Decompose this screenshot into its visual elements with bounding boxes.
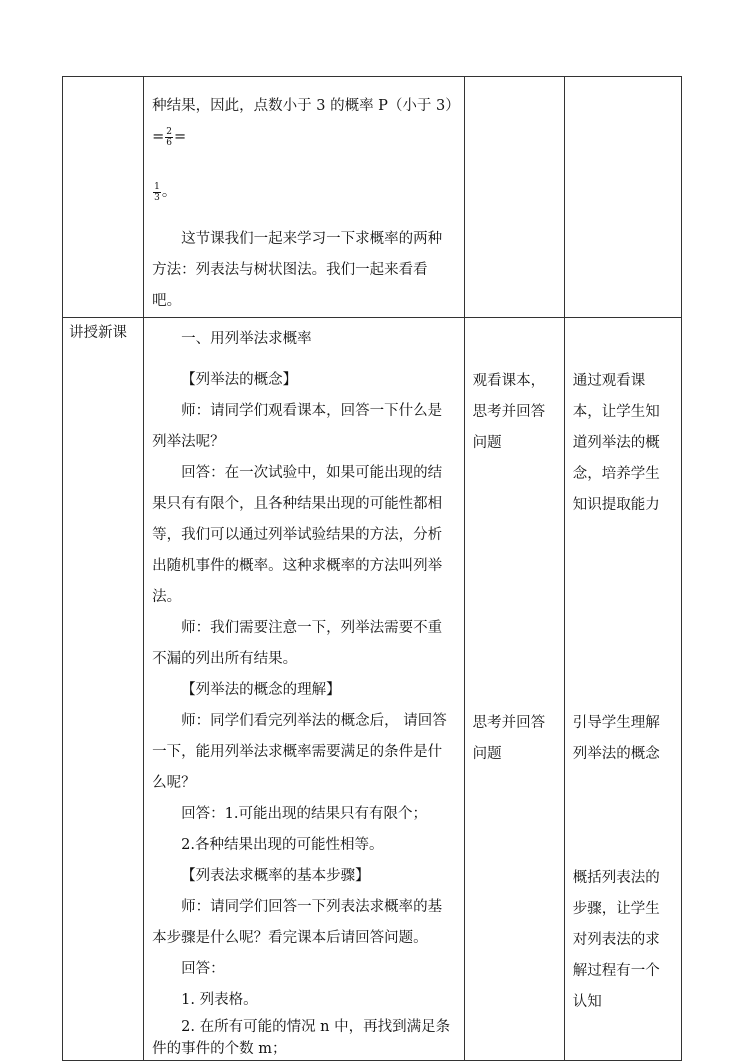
teacher-note: 师：我们需要注意一下，列举法需要不重不漏的列出所有结果。: [152, 620, 443, 667]
fraction-two-sixths: [165, 127, 173, 148]
cell-empty-label: [63, 77, 144, 318]
fraction-one-third: [153, 182, 161, 203]
answer-definition: 回答：在一次试验中，如果可能出现的结果只有有限个，且各种结果出现的可能性都相等，我们可以通过列举试验结果的方法，分析出随机事件的概率。这种求概率的方法叫列举法。: [152, 465, 443, 605]
cell-section-label: [63, 318, 144, 1061]
design-intent-1: 通过观看课本，让学生知道列举法的概念，培养学生知识提取能力: [572, 373, 660, 513]
answer-condition-1: 回答：1.可能出现的结果只有有限个；: [181, 806, 427, 822]
frac-num: 2: [166, 126, 173, 137]
frac-num: 1: [154, 181, 160, 192]
cell-empty-student: [464, 77, 564, 318]
design-intent-2: 引导学生理解列举法的概念: [572, 715, 660, 762]
cell-lesson-content: [144, 318, 465, 1061]
intro-line-2: [144, 177, 464, 208]
lesson-plan-table: [62, 76, 682, 1061]
intro-period: 。: [161, 184, 177, 200]
subheading-understanding: 【列举法的概念的理解】: [181, 682, 341, 698]
table-row-new-lesson: [63, 318, 682, 1061]
cell-design-intent: [564, 318, 681, 1061]
student-activity-1: 观看课本，思考并回答问题: [472, 373, 546, 451]
answer-condition-2: 2.各种结果出现的可能性相等。: [181, 837, 384, 853]
intro-text-a: 种结果，因此，点数小于 3 的概率 P（小于 3）=: [152, 98, 453, 145]
teacher-question-3: 师：请同学们回答一下列表法求概率的基本步骤是什么呢？看完课本后请回答问题。: [152, 899, 443, 946]
teacher-question-2: 师：同学们看完列举法的概念后， 请回答一下，能用列举法求概率需要满足的条件是什么呢？: [152, 713, 447, 791]
cell-student-activity: [464, 318, 564, 1061]
step-1: 1. 列表格。: [181, 992, 258, 1008]
section-label: 讲授新课: [69, 325, 127, 341]
intro-paragraph: 这节课我们一起来学习一下求概率的两种方法：列表法与树状图法。我们一起来看看吧。: [152, 231, 443, 309]
frac-den: 3: [154, 192, 160, 203]
heading-enumeration: 一、用列举法求概率: [181, 331, 312, 347]
intro-line-1: [144, 91, 464, 153]
subheading-concept: 【列举法的概念】: [181, 372, 298, 388]
cell-empty-intent: [564, 77, 681, 318]
teacher-question-1: 师：请同学们观看课本，回答一下什么是列举法呢？: [152, 403, 443, 450]
subheading-steps: 【列表法求概率的基本步骤】: [181, 868, 370, 884]
intro-equals: =: [174, 129, 187, 145]
frac-den: 6: [166, 137, 173, 148]
answer-label: 回答：: [181, 961, 225, 977]
table-row-intro: [63, 77, 682, 318]
step-2: 2. 在所有可能的情况 n 中，再找到满足条件的事件的个数 m；: [152, 1019, 451, 1057]
design-intent-3: 概括列表法的步骤，让学生对列表法的求解过程有一个认知: [572, 870, 660, 1010]
cell-intro-content: [144, 77, 465, 318]
student-activity-2: 思考并回答问题: [472, 715, 546, 762]
